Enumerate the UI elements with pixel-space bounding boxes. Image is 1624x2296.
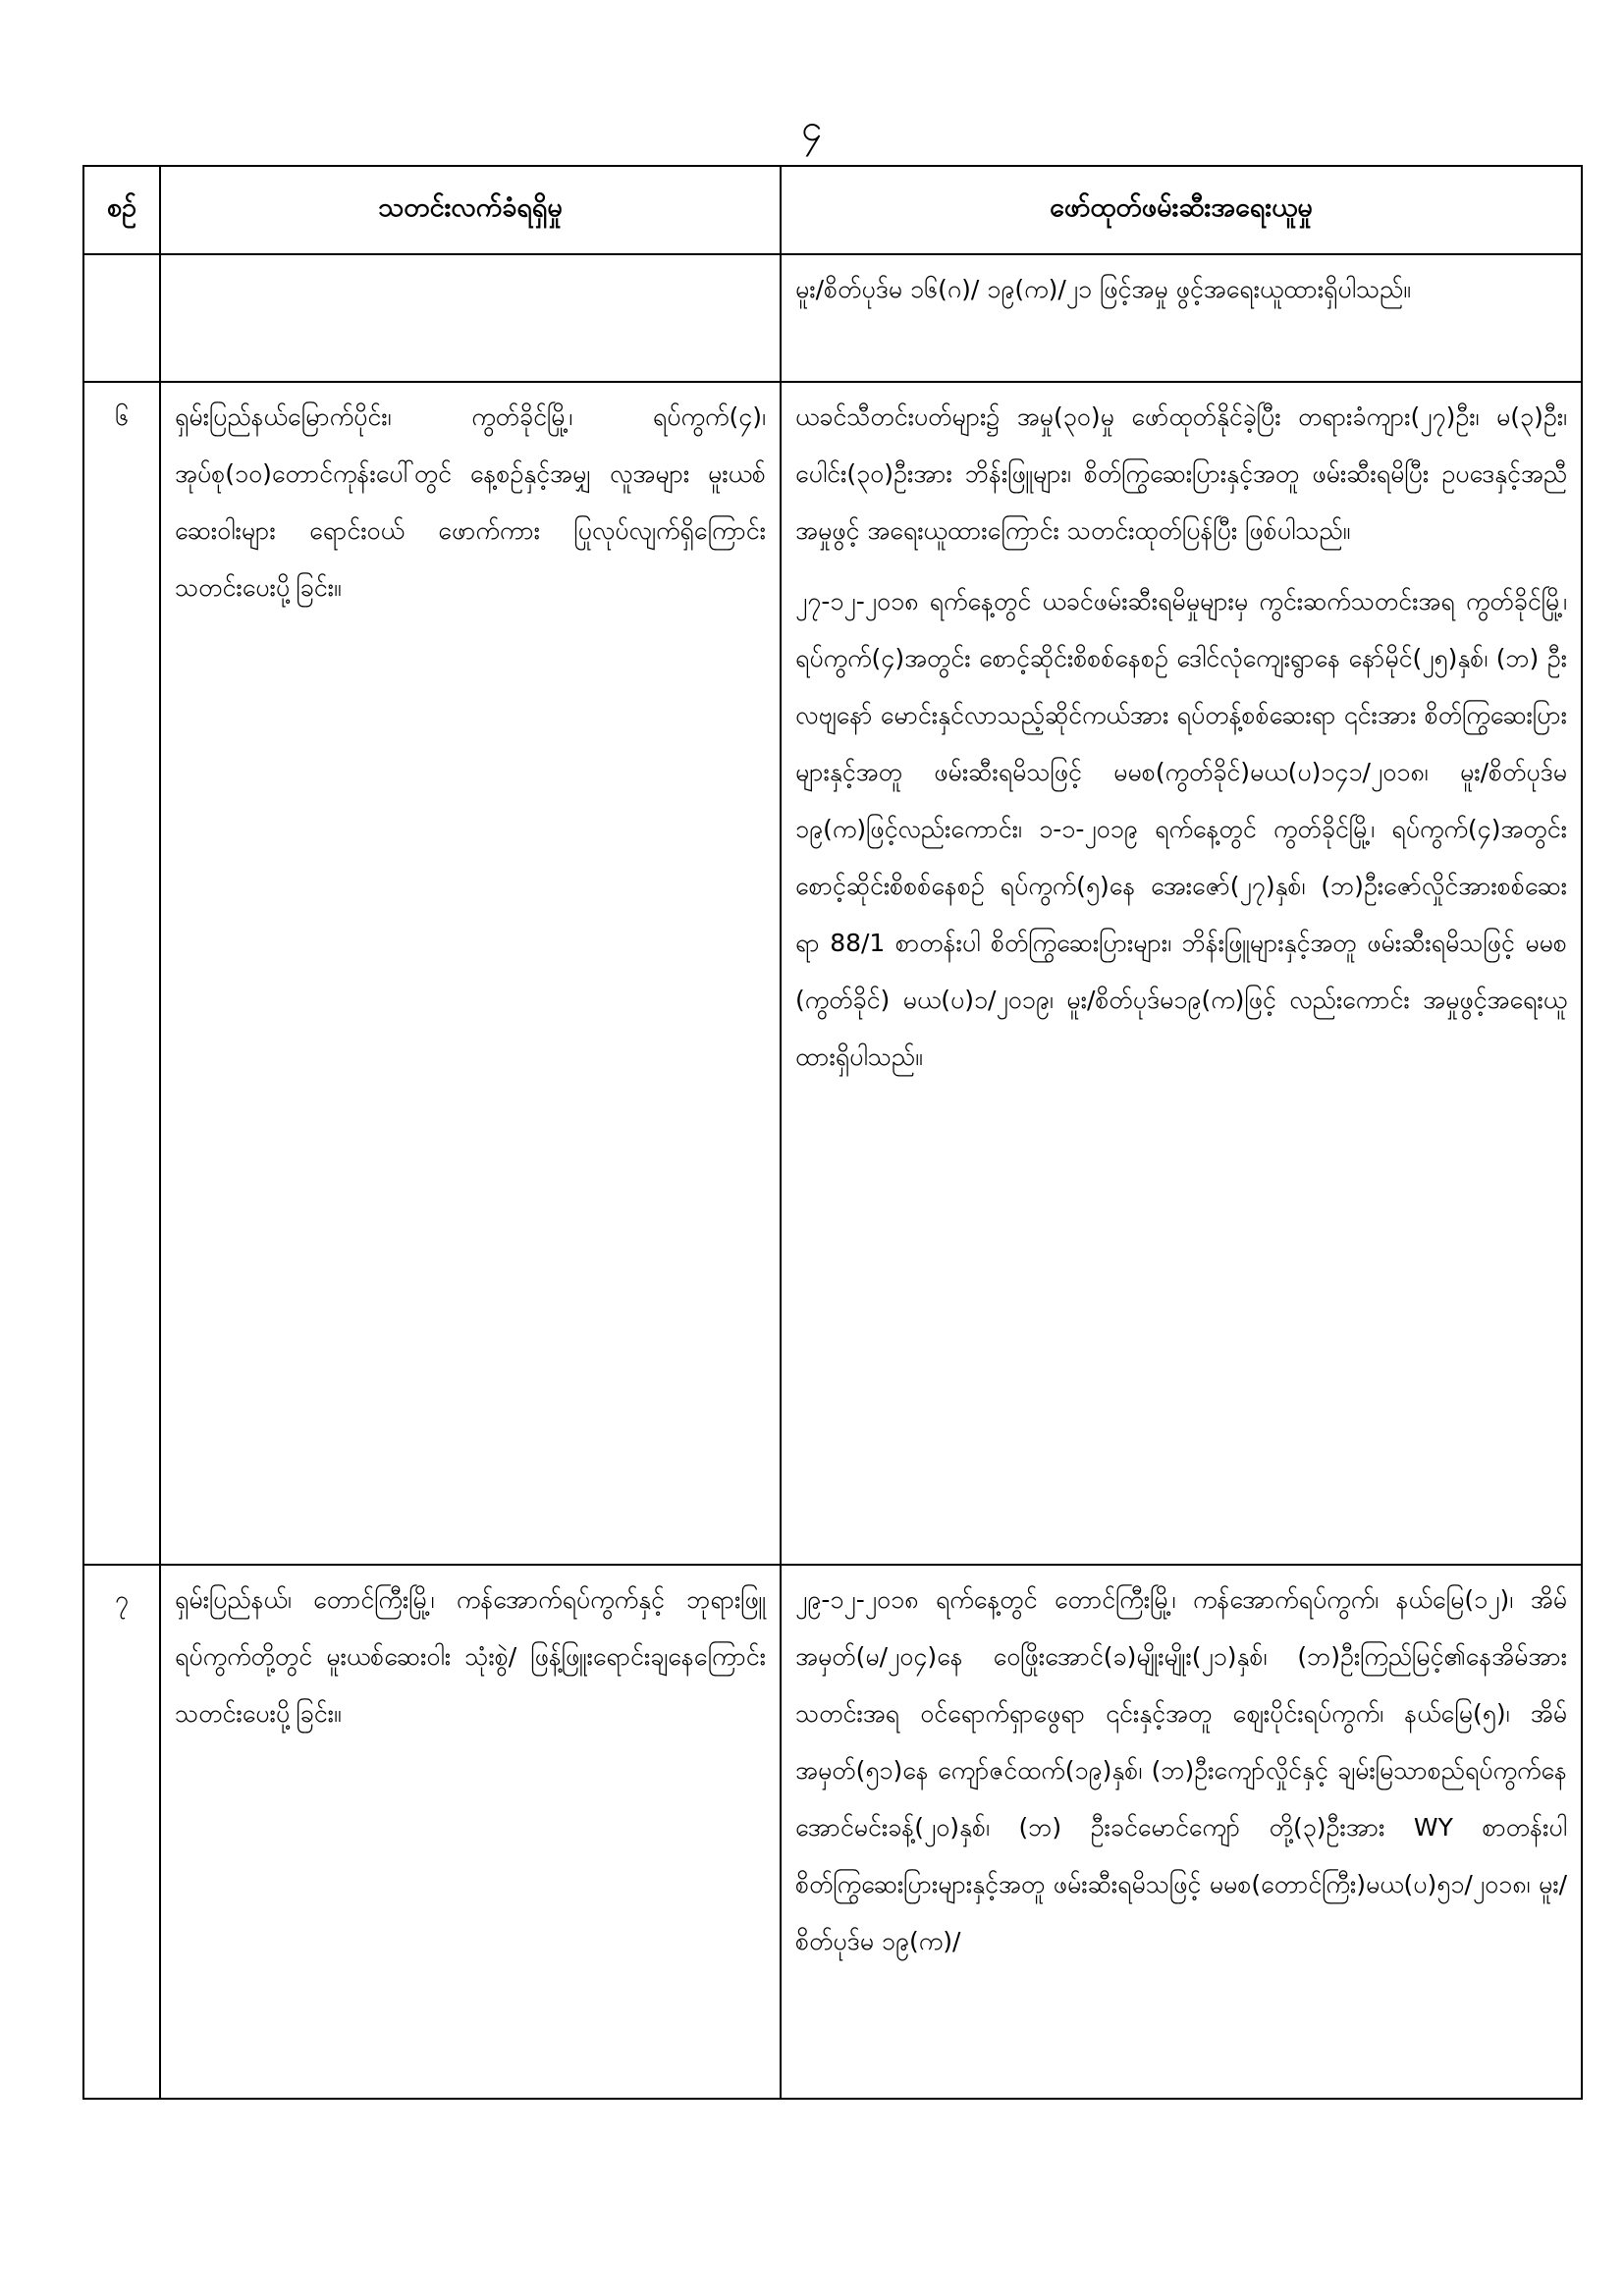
page-number: ၄ (801, 106, 823, 149)
row-action (781, 382, 1582, 1565)
row-serial-no (83, 254, 160, 382)
row-information: ရှမ်းပြည်နယ်မြောက်ပိုင်း၊ ကွတ်ခိုင်မြို့၊ ရပ်ကွက်(၄)၊ အုပ်စု(၁၀)တောင်ကုန်းပေါ်တွင် နေ့စဉ်နှင့်အမျှ လူအများ မူးယစ်ဆေးဝါးများ ရောင်းဝယ် ဖောက်ကား ပြုလုပ်လျက်ရှိကြောင်း သတင်းပေးပို့ခြင်း။ (160, 382, 781, 1565)
action-paragraph: မူး/စိတ်ပုဒ်မ ၁၆(ဂ)/ ၁၉(က)/၂၁ ဖြင့်အမှု ဖွင့်အရေးယူထားရှိပါသည်။ (795, 275, 1411, 303)
row-information (160, 254, 781, 382)
table-row (83, 1565, 1582, 2099)
header-serial-no: စဉ် (83, 166, 160, 254)
row-serial-no: ၆ (83, 382, 160, 1565)
row-information: ရှမ်းပြည်နယ်၊ တောင်ကြီးမြို့၊ ကန်အောက်ရပ်ကွက်နှင့် ဘုရားဖြူရပ်ကွက်တို့တွင် မူးယစ်ဆေးဝါး သုံးစွဲ/ ဖြန့်ဖြူးရောင်းချနေကြောင်း သတင်းပေးပို့ခြင်း။ (160, 1565, 781, 2099)
table-row (83, 254, 1582, 382)
action-paragraph: ၂၇-၁၂-၂၀၁၈ ရက်နေ့တွင် ယခင်ဖမ်းဆီးရမိမှုများမှ ကွင်းဆက်သတင်းအရ ကွတ်ခိုင်မြို့၊ ရပ်ကွက်(၄)အတွင်း စောင့်ဆိုင်းစိစစ်နေစဉ် ဒေါင်လုံကျေးရွာနေ နော်မိုင်(၂၅)နှစ်၊ (ဘ) ဦးလဗျနော် မောင်းနှင်လာသည့်ဆိုင်ကယ်အား ရပ်တန့်စစ်ဆေးရာ ၎င်းအား စိတ်ကြွဆေးပြားများနှင့်အတူ ဖမ်းဆီးရမိသဖြင့် မမစ(ကွတ်ခိုင်)မယ(ပ)၁၄၁/၂၀၁၈၊ မူး/စိတ်ပုဒ်မ ၁၉(က)ဖြင့်လည်းကောင်း၊ ၁-၁-၂၀၁၉ ရက်နေ့တွင် ကွတ်ခိုင်မြို့၊ ရပ်ကွက်(၄)အတွင်း စောင့်ဆိုင်းစိစစ်နေစဉ် ရပ်ကွက်(၅)နေ အေးဇော်(၂၇)နှစ်၊ (ဘ)ဦးဇော်လှိုင်အားစစ်ဆေးရာ 88/1 စာတန်းပါ စိတ်ကြွဆေးပြားများ၊ ဘိန်းဖြူများနှင့်အတူ ဖမ်းဆီးရမိသဖြင့် မမစ (ကွတ်ခိုင်) မယ(ပ)၁/၂၀၁၉၊ မူး/စိတ်ပုဒ်မ၁၉(က)ဖြင့် လည်းကောင်း အမှုဖွင့်အရေးယူထားရှိပါသည်။ (795, 587, 1567, 1071)
report-table (82, 165, 1583, 2100)
row-serial-no: ၇ (83, 1565, 160, 2099)
table-header-row (83, 166, 1582, 254)
table-row (83, 382, 1582, 1565)
action-paragraph: ယခင်သီတင်းပတ်များ၌ အမှု(၃၀)မှု ဖော်ထုတ်နိုင်ခဲ့ပြီး တရားခံကျား(၂၇)ဦး၊ မ(၃)ဦး၊ ပေါင်း(၃၀)ဦးအား ဘိန်းဖြူများ၊ စိတ်ကြွဆေးပြားနှင့်အတူ ဖမ်းဆီးရမိပြီး ဥပဒေနှင့်အညီ အမှုဖွင့် အရေးယူထားကြောင်း သတင်းထုတ်ပြန်ပြီး ဖြစ်ပါသည်။ (795, 402, 1567, 545)
row-action (781, 1565, 1582, 2099)
header-action-taken: ဖော်ထုတ်ဖမ်းဆီးအရေးယူမှု (781, 166, 1582, 254)
action-paragraph: ၂၉-၁၂-၂၀၁၈ ရက်နေ့တွင် တောင်ကြီးမြို့၊ ကန်အောက်ရပ်ကွက်၊ နယ်မြေ(၁၂)၊ အိမ်အမှတ်(မ/၂၀၄)နေ ဝေဖြိုးအောင်(ခ)မျိုးမျိုး(၂၁)နှစ်၊ (ဘ)ဦးကြည်မြင့်၏နေအိမ်အား သတင်းအရ ဝင်ရောက်ရှာဖွေရာ ၎င်းနှင့်အတူ ဈေးပိုင်းရပ်ကွက်၊ နယ်မြေ(၅)၊ အိမ်အမှတ်(၅၁)နေ ကျော်ဇင်ထက်(၁၉)နှစ်၊ (ဘ)ဦးကျော်လှိုင်နှင့် ချမ်းမြသာစည်ရပ်ကွက်နေ အောင်မင်းခန့်(၂၀)နှစ်၊ (ဘ) ဦးခင်မောင်ကျော် တို့(၃)ဦးအား WY စာတန်းပါစိတ်ကြွဆေးပြားများနှင့်အတူ ဖမ်းဆီးရမိသဖြင့် မမစ(တောင်ကြီး)မယ(ပ)၅၁/၂၀၁၈၊ မူး/စိတ်ပုဒ်မ ၁၉(က)/ (795, 1585, 1567, 1955)
header-information-received: သတင်းလက်ခံရရှိမှု (160, 166, 781, 254)
row-action (781, 254, 1582, 382)
